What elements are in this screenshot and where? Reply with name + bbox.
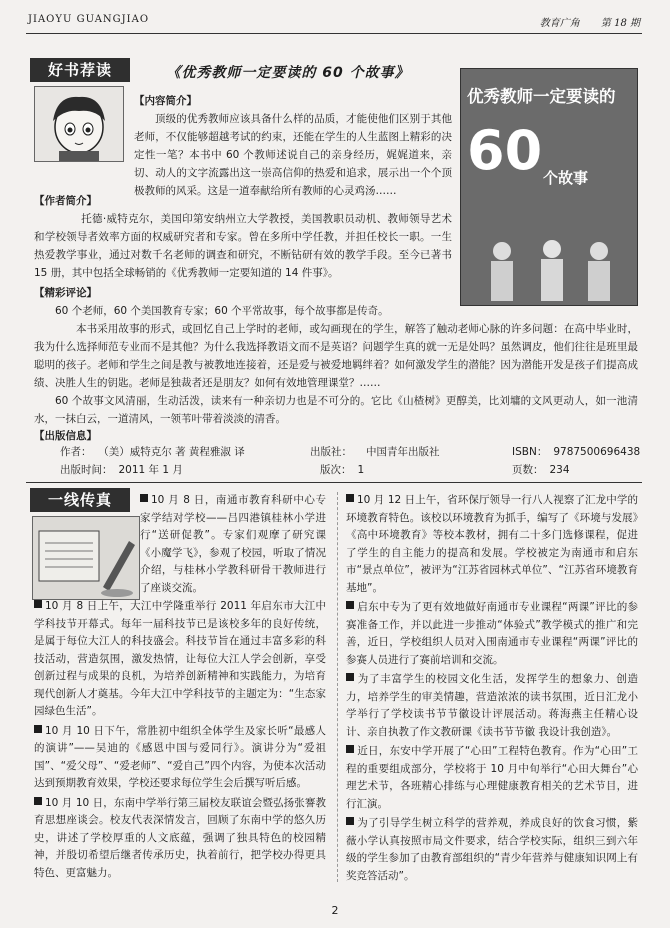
news-item-8: 近日，东安中学开展了“心田”工程特色教育。作为“心田”工程的重要组成部分，学校将于 10 月中旬举行“心田大舞台”心理艺术节，各班精心排练与心理健康教育相关的艺术节目，进行汇演。 [346, 745, 638, 810]
book-title: 《优秀教师一定要读的 60 个故事》 [166, 65, 410, 81]
news-left-column [34, 598, 326, 884]
pub-isbn: ISBN： 9787500696438 [512, 446, 641, 458]
news-item-3: 10 月 10 日下午，常胜初中组织全体学生及家长听“最感人的演讲”——吴迪的《感恩中国与爱同行》。演讲分为“爱祖国”、“爱父母”、“爱老师”、“爱自己”四个内容，为使本次活动达到预期教育效果，学校还要求每位学生会后撰写听后感。 [34, 724, 326, 789]
news-illustration [32, 516, 140, 600]
news-item-4: 10 月 10 日，东南中学举行第三届校友联谊会暨弘扬张謇教育思想座谈会。校友代表深情发言，回顾了东南中学的悠久历史，讲述了学校厚重的人文底蕴，强调了独具特色的校园精神，并殷切希望后继者传承历史，执着前行，把学校办得更具特色、更富魅力。 [34, 796, 326, 879]
news-item-2: 10 月 8 日上午，大江中学隆重举行 2011 年启东市大江中学科技节开幕式。每年一届科技节已是该校多年的良好传统，是属于每位大江人的科技盛会。科技节旨在通过丰富多彩的科技活动，营造氛围，激发热情，让每位大江人学会创新，享受创新过程与成果的良机，为培养创新精神和实践能力，为培育现代创新人才奠基。今年大江中学科技节的主题定为：“生态家园绿色生活”。 [34, 600, 326, 717]
page-number: 2 [331, 904, 339, 917]
author-text: 托德·威特克尔，美国印第安纳州立大学教授，美国教职员动机、教师领导艺术和学校领导者效率方面的权威研究者和专家。曾在多所中学任教，并担任校长一职。一生热爱教学事业，通过对数千名老师的调查和研究，不断钻研有效的教学手段。至今已著书 15 册，其中包括全球畅销的《优秀教师一定要知道的 14 件事》。 [34, 213, 452, 279]
intro-heading: 【内容简介】 [134, 95, 197, 107]
bullet-square-icon [346, 601, 354, 609]
review-heading: 【精彩评论】 [34, 287, 97, 299]
review-text-1: 60 个老师，60 个美国教育专家；60 个平常故事，每个故事都是传奇。 [55, 305, 389, 317]
news-item-6: 启东中专为了更有效地做好南通市专业课程“两课”评比的参赛准备工作，并以此进一步推动“体验式”教学模式的推广和完善，近日，学校组织人员对入围南通市专业课程“两课”评比的参赛人员进行了赛前培训和交流。 [346, 601, 638, 666]
news-item-5: 10 月 12 日上午，省环保厅领导一行八人视察了汇龙中学的环境教育特色。该校以环境教育为抓手，编写了《环境与发展》《高中环境教育》等校本教材，拥有二十多门选修课程，促进了学生的自主能力的提高和发展。学校被定为南通市和启东市“景点单位”，被评为“江苏省园林式单位”、“江苏省环境教育基地”。 [346, 494, 638, 594]
header-issue: 第 18 期 [600, 18, 640, 29]
bullet-square-icon [346, 817, 354, 825]
news-item-9: 为了引导学生树立科学的营养观，养成良好的饮食习惯，紫薇小学认真按照市局文件要求，结合学校实际，组织三到六年级的学生参加了由教育部组织的“青少年营养与健康知识网上有奖竞答活动”。 [346, 817, 638, 882]
bullet-square-icon [346, 745, 354, 753]
avatar-illustration [34, 86, 124, 162]
page-header [28, 14, 640, 30]
bullet-square-icon [34, 725, 42, 733]
cover-figures-illustration [477, 237, 627, 301]
cover-title: 优秀教师一定要读的 [467, 87, 616, 106]
bullet-square-icon [346, 494, 354, 502]
section-rule [26, 482, 642, 483]
review-text-2: 本书采用故事的形式，或回忆自己上学时的老师，或勾画现在的学生，解答了触动老师心脉的许多问题：在高中毕业时，我为什么选择师范专业而不是其他？为什么我选择教语文而不是英语？问题学生真的就一无是处吗？虽然调皮，他们往往是班里最聪明的孩子。老师和学生之间是教与被教地连接着，还是爱与被爱地羁绊着？如何激发学生的潜能？因为潜能开发是孩子们提高成绩、决胜人生的钥匙。老师是独裁者还是朋友？如何有效地管理课堂？…… [34, 323, 638, 389]
news-item-7: 为了丰富学生的校园文化生活，发挥学生的想象力、创造力，培养学生的审美情趣，营造浓浓的读书氛围，近日汇龙小学举行了学校读书节节徽设计评展活动。蒋海燕主任精心设计、亲自执教了作文教研课《读书节节徽 我设计我创造》。 [346, 673, 638, 738]
intro-text: 顶级的优秀教师应该具备什么样的品质，才能使他们区别于其他老师，不仅能够超越考试的约束，还能在学生的人生蓝图上精彩的决定性一笔？本书中 60 个教师述说自己的亲身经历，娓娓道来，亲切、动人的文字流露出这一崇高信仰的热爱和追求，展示出一个个顶极教师的风采。这是一道奉献给所有教师的心灵鸡汤…… [134, 113, 452, 197]
book-cover [460, 68, 638, 306]
header-rule [26, 33, 642, 34]
bullet-square-icon [34, 600, 42, 608]
bullet-square-icon [140, 494, 148, 502]
news-right-column [346, 492, 638, 887]
book-banner: 好书荐读 [30, 58, 130, 82]
header-left: JIAOYU GUANGJIAO [28, 14, 150, 25]
cover-number: 60 [467, 119, 543, 182]
pub-author: 作者： （美）威特克尔 著 黄程雅淑 译 [60, 446, 245, 458]
header-magazine: 教育广角 [539, 18, 580, 29]
bullet-square-icon [34, 797, 42, 805]
news-banner: 一线传真 [30, 488, 130, 512]
pub-date: 出版时间： 2011 年 1 月 [60, 464, 183, 476]
pub-edition: 版次： 1 [320, 464, 365, 476]
column-divider [337, 492, 338, 882]
pub-pages: 页数： 234 [512, 464, 570, 476]
pub-publisher: 出版社： 中国青年出版社 [310, 446, 440, 458]
cover-subtitle: 个故事 [543, 169, 589, 187]
pub-heading: 【出版信息】 [34, 430, 97, 442]
bullet-square-icon [346, 673, 354, 681]
author-heading: 【作者简介】 [34, 195, 97, 207]
news-item-1: 10 月 8 日，南通市教育科研中心专家学结对学校——吕四港镇桂林小学进行“送研促教”。专家们观摩了研究课《小魔学飞》，参观了校园，听取了情况介绍，与桂林小学教科研骨干教师进行了座谈交流。 [140, 494, 326, 594]
review-text-3: 60 个故事文风清丽，生动活泼，读来有一种亲切力也是不可分的。它比《山楂树》更醇美，比刘墉的文风更动人，如一池清水，一抹白云，一道清风，一领苇叶带着淡淡的清香。 [34, 395, 638, 425]
